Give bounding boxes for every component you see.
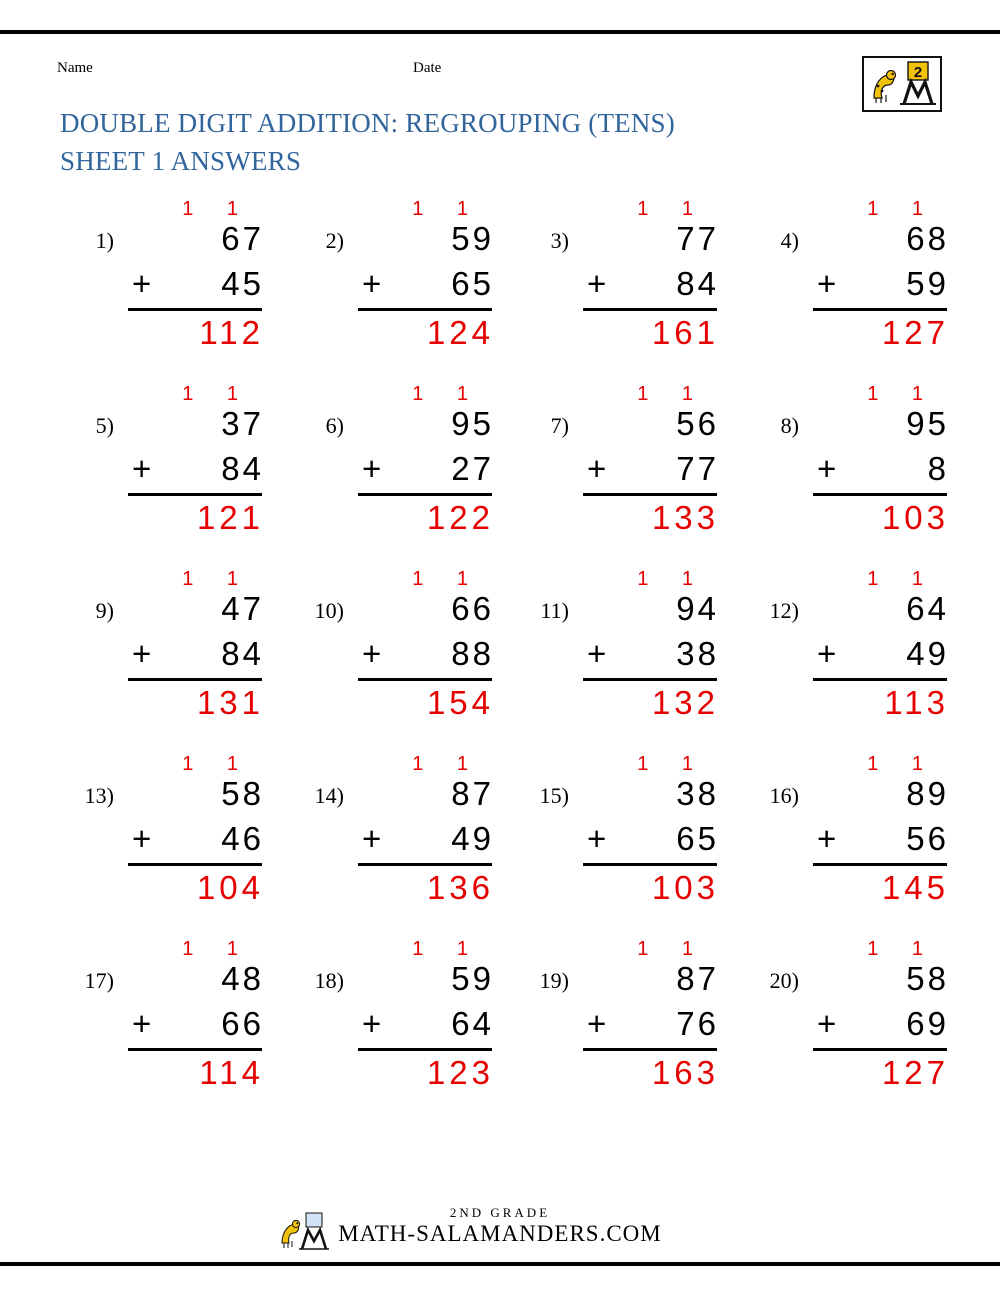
problem-index: 3) [550, 228, 569, 253]
plus-operator: + [132, 820, 152, 857]
sum-line [358, 493, 492, 496]
problem-index: 19) [539, 968, 569, 993]
carry-digits: 1 1 [412, 938, 482, 960]
addend-bottom: 69 [906, 1005, 949, 1042]
addend-bottom-row [575, 820, 725, 858]
addend-bottom-row [120, 1005, 270, 1043]
problem-7 [515, 375, 745, 555]
addend-bottom: 46 [221, 820, 264, 857]
page-title-line2: SHEET 1 ANSWERS [60, 146, 302, 176]
addend-bottom: 8 [927, 450, 949, 487]
problem-index: 1) [95, 228, 114, 253]
sum-line [813, 1048, 947, 1051]
answer: 113 [884, 684, 949, 721]
answer: 124 [426, 314, 494, 351]
addend-bottom: 88 [451, 635, 494, 672]
problem-index: 7) [550, 413, 569, 438]
sum-line [813, 308, 947, 311]
carry-digits: 1 1 [182, 568, 252, 590]
problem-6 [290, 375, 520, 555]
plus-operator: + [817, 450, 837, 487]
problem-17 [60, 930, 290, 1110]
sum-line [128, 493, 262, 496]
addend-bottom: 38 [676, 635, 719, 672]
salamander-grade2-logo-icon [862, 56, 942, 112]
addend-bottom-row [805, 635, 955, 673]
plus-operator: + [587, 635, 607, 672]
addend-top: 87 [676, 960, 719, 997]
sum-line [583, 493, 717, 496]
problem-index: 6) [325, 413, 344, 438]
problem-index: 11) [540, 598, 569, 623]
problem-index: 17) [84, 968, 114, 993]
addend-top: 59 [451, 220, 494, 257]
addend-bottom-row [805, 820, 955, 858]
addend-top: 87 [451, 775, 494, 812]
plus-operator: + [817, 820, 837, 857]
addend-bottom: 66 [221, 1005, 264, 1042]
addend-top: 77 [676, 220, 719, 257]
problem-3 [515, 190, 745, 370]
addend-bottom-row [120, 820, 270, 858]
carry-digits: 1 1 [412, 568, 482, 590]
answer: 103 [651, 869, 719, 906]
carry-digits: 1 1 [867, 198, 937, 220]
salamander-footer-logo-icon [276, 1211, 334, 1258]
answer: 131 [196, 684, 264, 721]
addend-bottom: 84 [221, 635, 264, 672]
addend-top: 48 [221, 960, 264, 997]
carry-digits: 1 1 [182, 198, 252, 220]
addend-bottom: 49 [906, 635, 949, 672]
problem-row [0, 190, 1000, 375]
problem-8 [745, 375, 975, 555]
problem-index: 16) [769, 783, 799, 808]
problem-index: 2) [325, 228, 344, 253]
addend-bottom: 49 [451, 820, 494, 857]
carry-digits: 1 1 [182, 753, 252, 775]
plus-operator: + [587, 450, 607, 487]
problem-index: 15) [539, 783, 569, 808]
problem-2 [290, 190, 520, 370]
plus-operator: + [132, 1005, 152, 1042]
answer: 122 [426, 499, 494, 536]
addend-bottom-row [575, 1005, 725, 1043]
answer: 104 [196, 869, 264, 906]
addend-top: 89 [906, 775, 949, 812]
carry-digits: 1 1 [867, 383, 937, 405]
plus-operator: + [362, 1005, 382, 1042]
plus-operator: + [817, 1005, 837, 1042]
plus-operator: + [362, 450, 382, 487]
answer: 136 [426, 869, 494, 906]
carry-digits: 1 1 [637, 938, 707, 960]
sum-line [358, 678, 492, 681]
answer: 161 [651, 314, 719, 351]
problem-19 [515, 930, 745, 1110]
addend-bottom-row [350, 1005, 500, 1043]
sum-line [813, 493, 947, 496]
sum-line [128, 863, 262, 866]
addend-bottom: 65 [451, 265, 494, 302]
sum-line [128, 1048, 262, 1051]
plus-operator: + [362, 635, 382, 672]
addend-bottom-row [120, 450, 270, 488]
problem-13 [60, 745, 290, 925]
addend-bottom: 65 [676, 820, 719, 857]
plus-operator: + [587, 820, 607, 857]
addend-bottom-row [350, 450, 500, 488]
problem-index: 14) [314, 783, 344, 808]
footer-grade: 2ND GRADE [449, 1205, 551, 1220]
addend-bottom-row [575, 450, 725, 488]
answer: 145 [881, 869, 949, 906]
addend-bottom-row [805, 450, 955, 488]
addend-bottom-row [350, 265, 500, 303]
problem-index: 4) [780, 228, 799, 253]
problem-index: 20) [769, 968, 799, 993]
answer: 132 [651, 684, 719, 721]
addend-top: 66 [451, 590, 494, 627]
answer: 112 [199, 314, 264, 351]
problem-16 [745, 745, 975, 925]
addend-bottom: 77 [676, 450, 719, 487]
addend-top: 68 [906, 220, 949, 257]
sum-line [583, 1048, 717, 1051]
answer: 103 [881, 499, 949, 536]
addend-top: 58 [906, 960, 949, 997]
carry-digits: 1 1 [637, 198, 707, 220]
carry-digits: 1 1 [182, 383, 252, 405]
addend-bottom: 59 [906, 265, 949, 302]
addend-bottom-row [120, 635, 270, 673]
problem-index: 10) [314, 598, 344, 623]
svg-text:2: 2 [913, 64, 923, 81]
carry-digits: 1 1 [637, 753, 707, 775]
sum-line [583, 678, 717, 681]
problem-index: 8) [780, 413, 799, 438]
problems-grid [0, 190, 1000, 1115]
addend-bottom-row [575, 265, 725, 303]
addend-bottom-row [805, 1005, 955, 1043]
addend-bottom-row [350, 820, 500, 858]
answer: 121 [196, 499, 264, 536]
problem-5 [60, 375, 290, 555]
sum-line [358, 1048, 492, 1051]
problem-index: 9) [95, 598, 114, 623]
addend-bottom: 56 [906, 820, 949, 857]
problem-index: 12) [769, 598, 799, 623]
addend-top: 95 [451, 405, 494, 442]
date-label: Date [413, 60, 442, 76]
addend-bottom: 84 [221, 450, 264, 487]
answer: 154 [426, 684, 494, 721]
problem-index: 13) [84, 783, 114, 808]
addend-top: 37 [221, 405, 264, 442]
bottom-divider [0, 1262, 1000, 1266]
addend-top: 67 [221, 220, 264, 257]
sum-line [583, 308, 717, 311]
addend-bottom: 45 [221, 265, 264, 302]
problem-1 [60, 190, 290, 370]
addend-top: 58 [221, 775, 264, 812]
carry-digits: 1 1 [867, 568, 937, 590]
problem-4 [745, 190, 975, 370]
plus-operator: + [132, 265, 152, 302]
name-label: Name [57, 60, 93, 76]
answer: 163 [651, 1054, 719, 1091]
plus-operator: + [817, 265, 837, 302]
plus-operator: + [362, 820, 382, 857]
problem-18 [290, 930, 520, 1110]
problem-20 [745, 930, 975, 1110]
footer-site: MATH-SALAMANDERS.COM [338, 1221, 662, 1246]
plus-operator: + [587, 265, 607, 302]
addend-top: 94 [676, 590, 719, 627]
problem-9 [60, 560, 290, 740]
problem-11 [515, 560, 745, 740]
carry-digits: 1 1 [412, 753, 482, 775]
carry-digits: 1 1 [182, 938, 252, 960]
problem-index: 18) [314, 968, 344, 993]
problem-15 [515, 745, 745, 925]
plus-operator: + [362, 265, 382, 302]
sum-line [813, 863, 947, 866]
carry-digits: 1 1 [637, 383, 707, 405]
addend-top: 56 [676, 405, 719, 442]
addend-top: 47 [221, 590, 264, 627]
carry-digits: 1 1 [867, 938, 937, 960]
addend-top: 64 [906, 590, 949, 627]
carry-digits: 1 1 [637, 568, 707, 590]
sum-line [358, 863, 492, 866]
top-divider [0, 30, 1000, 34]
problem-index: 5) [95, 413, 114, 438]
addend-bottom-row [575, 635, 725, 673]
addend-top: 95 [906, 405, 949, 442]
addend-bottom: 27 [451, 450, 494, 487]
addend-bottom: 64 [451, 1005, 494, 1042]
addend-bottom-row [805, 265, 955, 303]
carry-digits: 1 1 [412, 198, 482, 220]
sum-line [358, 308, 492, 311]
problem-row [0, 560, 1000, 745]
footer [0, 1205, 1000, 1247]
answer: 127 [881, 1054, 949, 1091]
carry-digits: 1 1 [867, 753, 937, 775]
plus-operator: + [132, 635, 152, 672]
addend-top: 38 [676, 775, 719, 812]
answer: 127 [881, 314, 949, 351]
addend-bottom-row [120, 265, 270, 303]
problem-14 [290, 745, 520, 925]
plus-operator: + [587, 1005, 607, 1042]
problem-10 [290, 560, 520, 740]
answer: 114 [199, 1054, 264, 1091]
addend-top: 59 [451, 960, 494, 997]
sum-line [813, 678, 947, 681]
answer: 133 [651, 499, 719, 536]
problem-row [0, 375, 1000, 560]
addend-bottom-row [350, 635, 500, 673]
answer: 123 [426, 1054, 494, 1091]
sum-line [583, 863, 717, 866]
plus-operator: + [132, 450, 152, 487]
page-title-line1: DOUBLE DIGIT ADDITION: REGROUPING (TENS) [60, 108, 675, 138]
carry-digits: 1 1 [412, 383, 482, 405]
problem-row [0, 930, 1000, 1115]
addend-bottom: 84 [676, 265, 719, 302]
sum-line [128, 308, 262, 311]
problem-12 [745, 560, 975, 740]
plus-operator: + [817, 635, 837, 672]
page-title [60, 104, 800, 180]
sum-line [128, 678, 262, 681]
problem-row [0, 745, 1000, 930]
addend-bottom: 76 [676, 1005, 719, 1042]
